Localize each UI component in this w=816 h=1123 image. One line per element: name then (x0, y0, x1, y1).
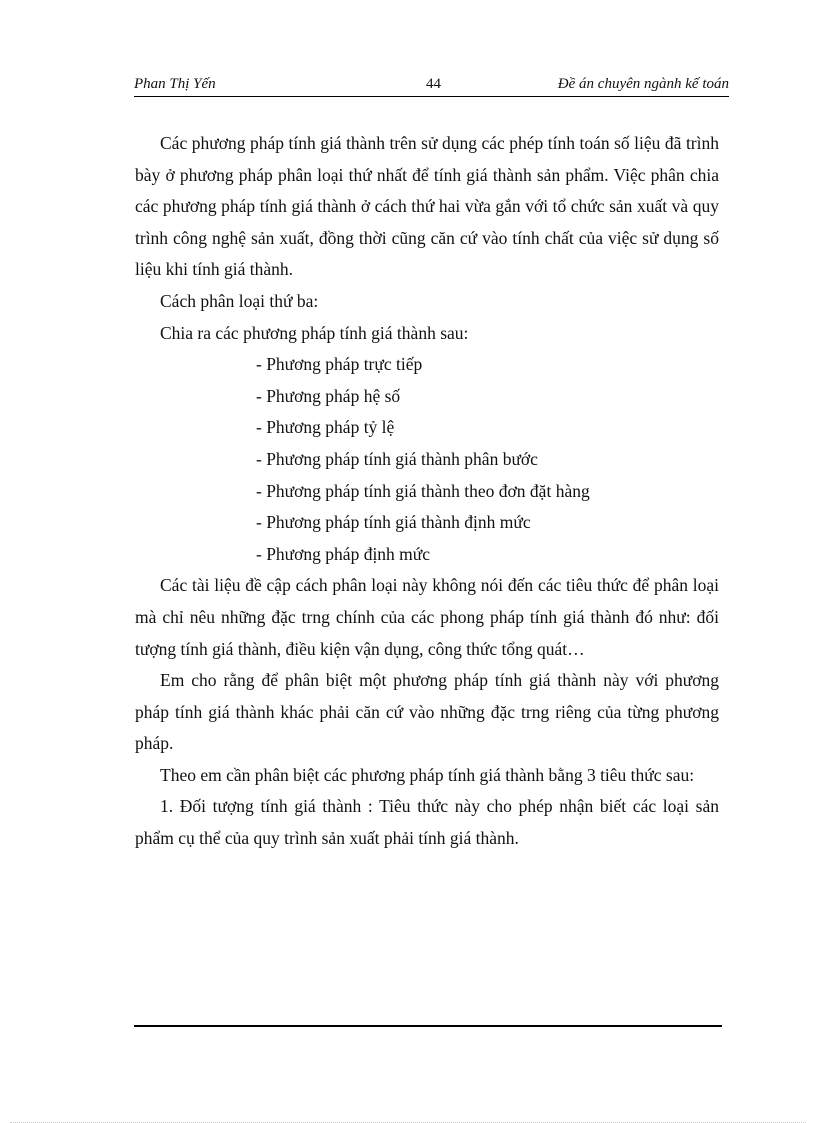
paragraph-opinion: Em cho rằng để phân biệt một phương pháp tính giá thành này với phương pháp tính giá thành khác phải căn cứ vào những đặc trng riêng của từng phương pháp. (135, 670, 719, 754)
list-item: - Phương pháp hệ số (256, 385, 401, 406)
footer-rule (134, 1025, 722, 1027)
header-rule (134, 96, 729, 97)
list-item: - Phương pháp tính giá thành theo đơn đặt hàng (256, 480, 590, 501)
list-item: - Phương pháp tỷ lệ (256, 417, 395, 438)
list-item: - Phương pháp định mức (256, 543, 431, 564)
list-item: - Phương pháp tính giá thành phân bước (256, 448, 538, 469)
header-page-number: 44 (426, 76, 441, 92)
paragraph-methods-intro: Chia ra các phương pháp tính giá thành sau: (160, 322, 469, 343)
page-header (134, 76, 729, 96)
document-body (135, 128, 719, 855)
paragraph-criterion-1: 1. Đối tượng tính giá thành : Tiêu thức này cho phép nhận biết các loại sản phẩm cụ thể của quy trình sản xuất phải tính giá thành. (135, 796, 719, 849)
methods-list (135, 349, 719, 570)
header-title: Đề án chuyên ngành kế toán (557, 76, 729, 92)
paragraph-third-classification: Cách phân loại thứ ba: (160, 290, 319, 311)
list-item: - Phương pháp tính giá thành định mức (256, 512, 531, 533)
paragraph-documents: Các tài liệu đề cập cách phân loại này không nói đến các tiêu thức để phân loại mà chỉ nêu những đặc trng chính của các phong pháp tính giá thành đó như: đối tượng tính giá thành, điều kiện vận dụng, công thức tổng quát… (135, 575, 719, 659)
paragraph-intro: Các phương pháp tính giá thành trên sử dụng các phép tính toán số liệu đã trình bày ở phương pháp phân loại thứ nhất để tính giá thành sản phẩm. Việc phân chia các phương pháp tính giá thành ở cách thứ hai vừa gắn với tổ chức sản xuất và quy trình công nghệ sản xuất, đồng thời cũng căn cứ vào tính chất của việc sử dụng số liệu khi tính giá thành. (135, 133, 719, 280)
list-item: - Phương pháp trực tiếp (256, 354, 423, 375)
paragraph-criteria: Theo em cần phân biệt các phương pháp tính giá thành bằng 3 tiêu thức sau: (160, 764, 695, 785)
header-author: Phan Thị Yến (134, 76, 216, 92)
